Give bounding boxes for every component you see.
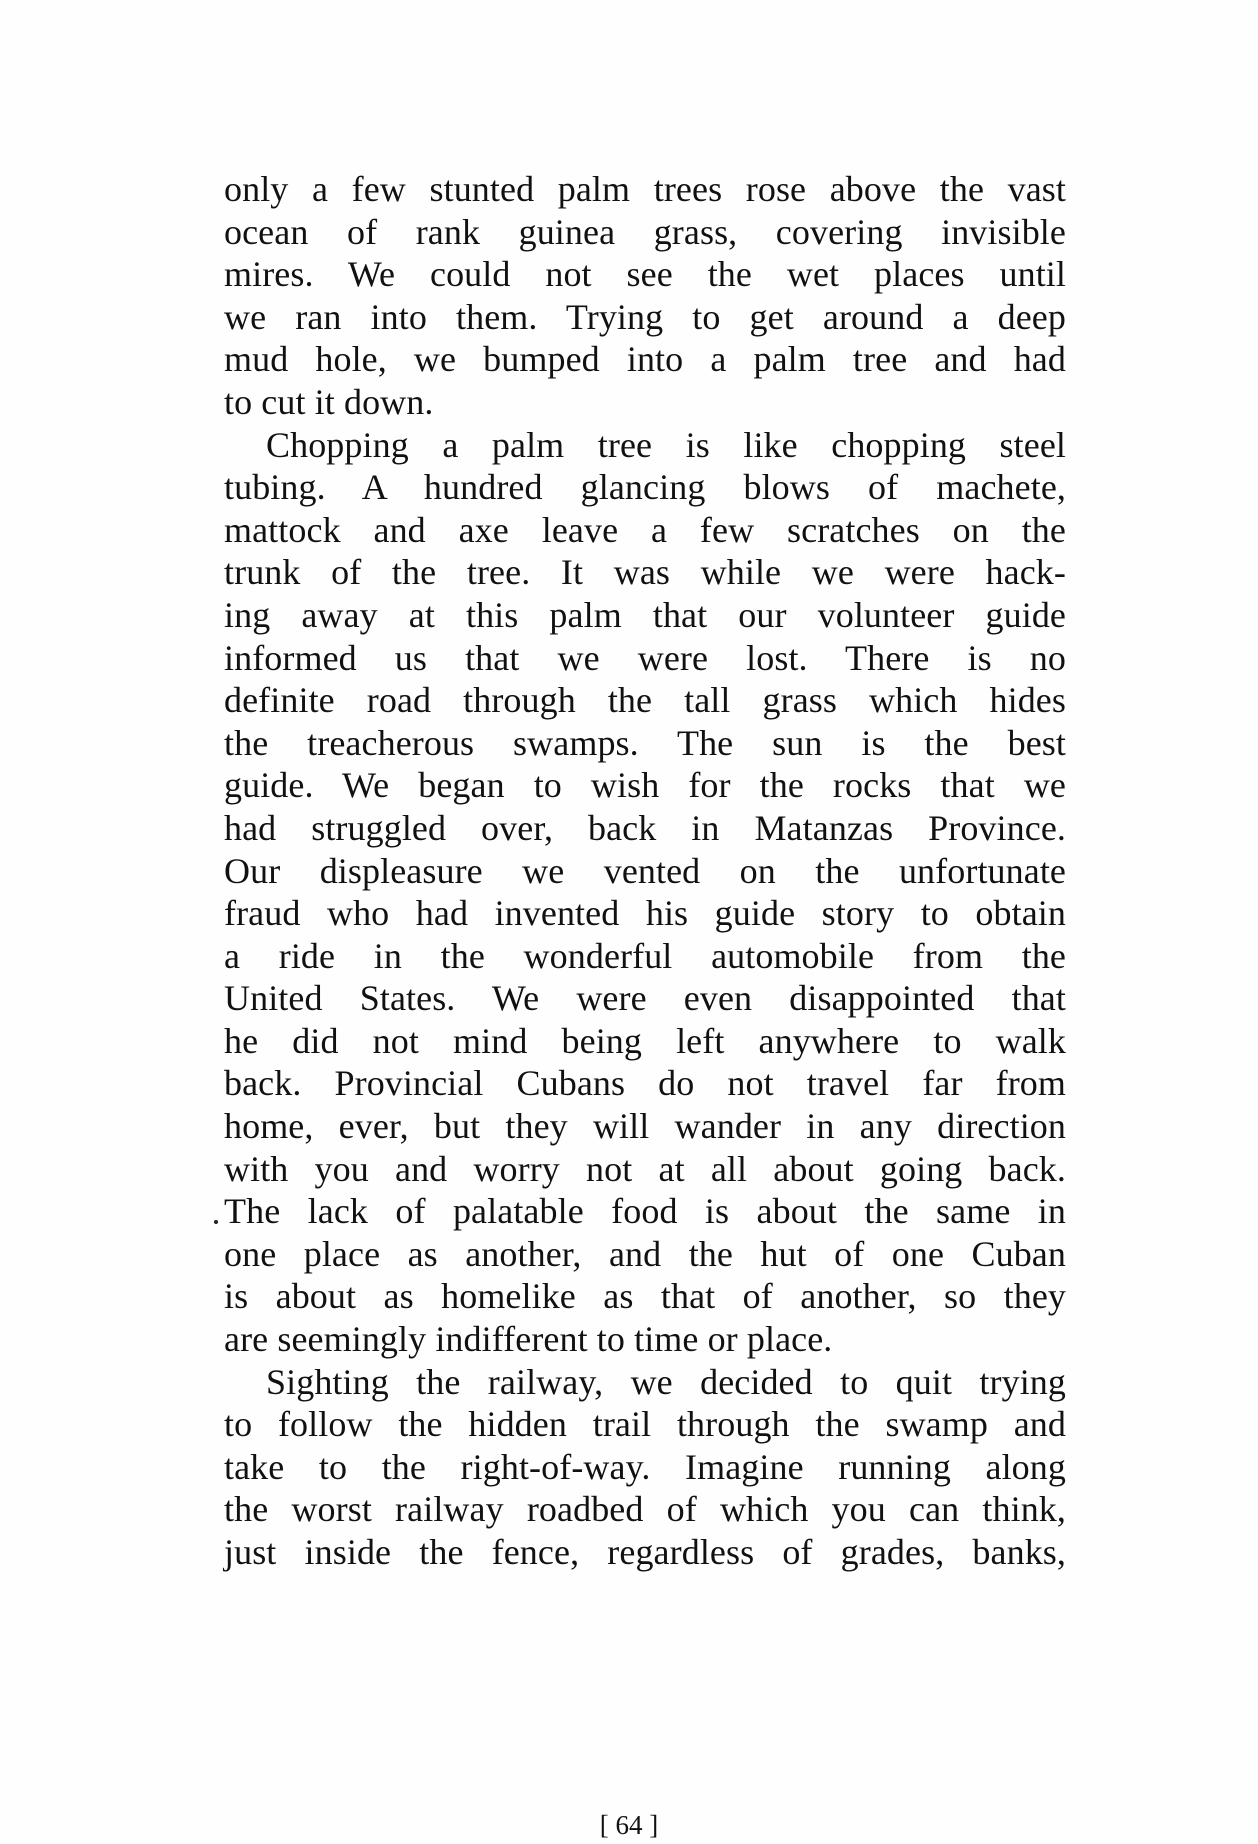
text-line: Sighting the railway, we decided to quit trying [266,1361,1066,1402]
text-line: mattock and axe leave a few scratches on the [224,509,1066,550]
text-line: home, ever, but they will wander in any direction [224,1106,1066,1147]
text-line: with you and worry not at all about going back. [224,1148,1066,1189]
text-line: United States. We were even disappointed that [224,978,1066,1019]
text-line: take to the right-of-way. Imagine running along [224,1446,1066,1487]
text-line: ing away at this palm that our volunteer guide [224,594,1066,635]
text-line: Our displeasure we vented on the unfortunate [224,850,1066,891]
text-line: mires. We could not see the wet places until [224,254,1066,295]
text-line: one place as another, and the hut of one Cuban [224,1233,1066,1274]
text-line: just inside the fence, regardless of grades, banks, [224,1532,1066,1572]
text-line: The lack of palatable food is about the same in [224,1191,1066,1232]
text-line: a ride in the wonderful automobile from the [224,935,1066,976]
text-line: the treacherous swamps. The sun is the best [224,722,1066,763]
text-line: trunk of the tree. It was while we were hack- [224,552,1066,593]
text-line: ocean of rank guinea grass, covering invisible [224,211,1066,252]
page-number: [ 64 ] [599,1810,659,1840]
text-line: only a few stunted palm trees rose above the vast [224,169,1066,209]
text-line: had struggled over, back in Matanzas Province. [224,807,1066,848]
text-line: informed us that we were lost. There is no [224,637,1066,678]
paragraph-1 [224,168,1066,424]
text-line: Chopping a palm tree is like chopping steel [266,424,1066,465]
text-line: tubing. A hundred glancing blows of machete, [224,467,1066,508]
text-line: mud hole, we bumped into a palm tree and had [224,339,1066,380]
text-line: to cut it down. [224,381,434,422]
text-line: definite road through the tall grass which hides [224,680,1066,721]
body-text [224,168,1066,1574]
text-line: is about as homelike as that of another, so they [224,1276,1066,1317]
paragraph-3 [224,1361,1066,1574]
text-line: fraud who had invented his guide story to obtain [224,893,1066,934]
text-line: back. Provincial Cubans do not travel far from [224,1063,1066,1104]
text-line: he did not mind being left anywhere to walk [224,1020,1066,1061]
stray-ink-mark [214,1220,218,1224]
text-line: guide. We began to wish for the rocks that we [224,765,1066,806]
text-line: the worst railway roadbed of which you can think, [224,1489,1066,1530]
paragraph-2 [224,424,1066,1361]
text-line: we ran into them. Trying to get around a deep [224,296,1066,337]
text-line: are seemingly indifferent to time or place. [224,1319,833,1360]
text-line: to follow the hidden trail through the swamp and [224,1404,1066,1445]
